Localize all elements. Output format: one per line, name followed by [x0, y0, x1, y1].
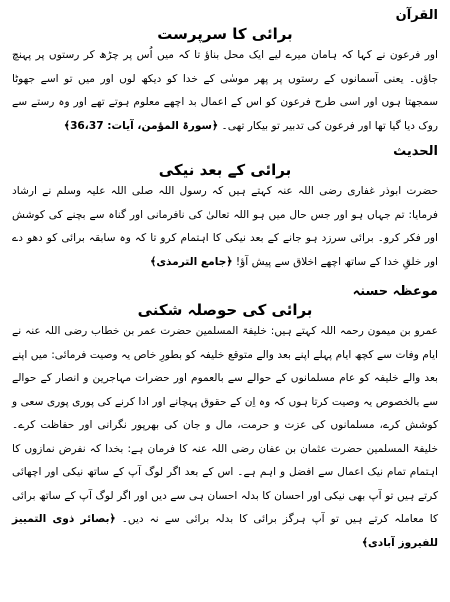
body-hadith-text: حضرت ابوذر غفاری رضی اللہ عنہ کہتے ہیں کہ رسول اللہ صلی اللہ علیہ وسلم نے ارشاد فرمایا: تم جہاں ہو اور جس حال میں ہو اللہ تعالیٰ کی نافرمانی اور گناہ سے بچنے کی کوشش اور فکر کرو۔ برائی سرزد ہو جانے کے بعد نیکی کا اہتمام کرو تا کہ وہ سابقہ برائی کو دھو دے اور خلقِ خدا کے ساتھ اچھے اخلاق سے پیش آؤ!	[12, 185, 438, 268]
title-sermon: برائی کی حوصلہ شکنی	[137, 301, 313, 319]
reference-quran: ﴿سورۃ المؤمن، آیات: 36،37﴾	[63, 119, 219, 132]
section-label-hadith: الحدیث	[393, 144, 438, 159]
title-quran: برائی کا سرپرست	[157, 25, 293, 43]
title-hadith: برائی کے بعد نیکی	[158, 161, 292, 179]
section-label-quran: القرآن	[395, 8, 438, 23]
body-hadith	[12, 180, 438, 274]
section-label-sermon: موعظہ حسنہ	[352, 284, 438, 299]
reference-hadith: ﴿جامع الترمذی﴾	[150, 255, 233, 268]
reference-sermon: ﴿بصائر ذوی التمییز للفیروز آبادی﴾	[12, 513, 438, 549]
body-quran	[12, 44, 438, 138]
body-sermon	[12, 320, 438, 555]
body-quran-text: اور فرعون نے کہا کہ ہامان میرے لیے ایک محل بناؤ تا کہ میں اُس پر چڑھ کر رستوں پر پہنچ جاؤں۔ یعنی آسمانوں کے رستوں پر پھر موسٰی کے خدا کو دیکھ لوں اور میں تو اسے جھوٹا سمجھتا ہوں اور اسی طرح فرعون کو اس کے اعمال بد اچھے معلوم ہوتے تھے اور وہ رستے سے روک دیا گیا تھا اور فرعون کی تدبیر تو بیکار تھی۔	[12, 49, 438, 132]
body-sermon-text: عمرو بن میمون رحمہ اللہ کہتے ہیں: خلیفۃ المسلمین حضرت عمر بن خطاب رضی اللہ عنہ نے ایام وفات سے کچھ ایام پہلے اپنے بعد والے متوقع خلیفہ کو بطورِ خاص یہ وصیت فرمائی: میں اپنے بعد والے خلیفہ کو عام مسلمانوں کے حوالے سے بالعموم اور حضرات مہاجرین و انصار کے حوالے سے بالخصوص یہ وصیت کرتا ہوں کہ وہ اِن کے حقوق پہچانے اور ادا کرنے کی پوری پوری سعی و کوشش کرے، مسلمانوں کی عزت و حرمت، مال و جان کی بھرپور نگرانی اور حفاظت کرے۔ خلیفۃ المسلمین حضرت عثمان بن عفان رضی اللہ عنہ کا فرمان ہے: بخدا کہ نفرض نمازوں کا اہتمام تمام نیک اعمال سے افضل و اہم ہے۔ اس کے بعد اگر لوگ آپ کے ساتھ نیکی اور اچھائی کرتے ہیں تو آپ بھی نیکی اور احسان کا بدلہ احسان ہی سے دیں اور اگر لوگ آپ کے ساتھ برائی کا معاملہ کرتے ہیں تو آپ ہرگز برائی کا بدلہ برائی سے نہ دیں۔	[12, 325, 438, 525]
